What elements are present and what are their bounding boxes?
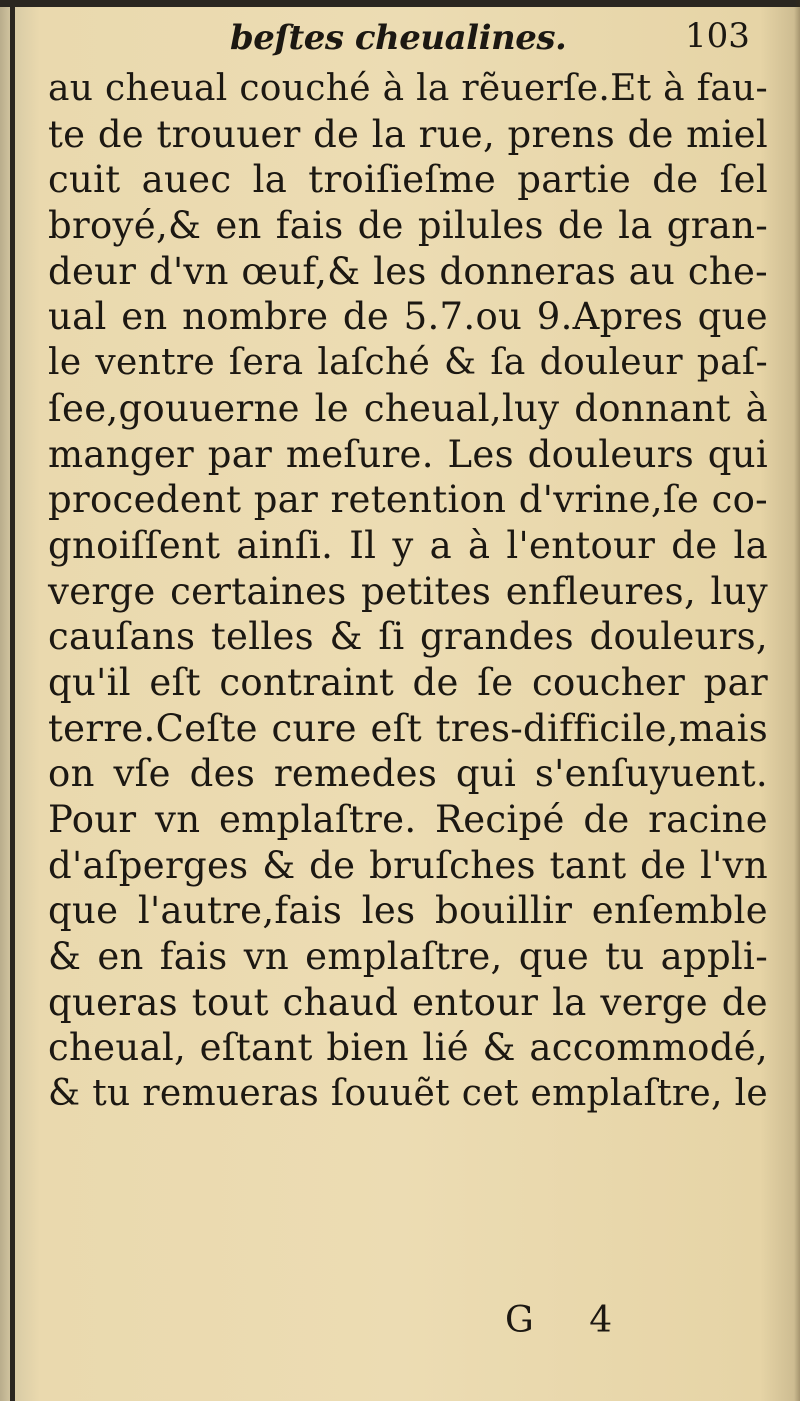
running-head: beſtes cheualines. (230, 18, 567, 58)
text-line: ſee,gouuerne le cheual,luy donnant à (48, 386, 768, 430)
text-line: queras tout chaud entour la verge de (48, 980, 768, 1024)
text-line: & en fais vn emplaſtre, que tu appli- (48, 935, 768, 979)
text-line: verge certaines petites enfleures, luy (48, 569, 768, 613)
gutter-edge-rule (10, 0, 15, 1401)
text-line: Pour vn emplaſtre. Recipé de racine (48, 798, 768, 841)
text-line: le ventre ſera laſché & ſa douleur paſ- (48, 342, 768, 384)
page-edge-shadow (794, 0, 800, 1401)
text-line: terre.Ceſte cure eſt tres-difficile,mais (48, 706, 768, 750)
text-line: on vſe des remedes qui s'enſuyuent. (48, 752, 768, 796)
text-line: cheual, eſtant bien lié & accommodé, (48, 1026, 768, 1070)
text-line: cauſans telles & ſi grandes douleurs, (48, 615, 768, 659)
page-header (0, 12, 800, 62)
text-line: ual en nombre de 5.7.ou 9.Apres que (48, 295, 768, 339)
text-line: deur d'vn œuf,& les donneras au che- (48, 249, 768, 293)
text-line: gnoiſſent ainſi. Il y a à l'entour de la (48, 523, 768, 567)
text-line: te de trouuer de la rue, prens de miel (48, 112, 768, 156)
text-line: cuit auec la troiſieſme partie de ſel (48, 158, 768, 202)
signature-mark: G 4 (505, 1300, 635, 1341)
text-line: qu'il eſt contraint de ſe coucher par (48, 660, 768, 704)
body-text (48, 66, 768, 1117)
text-line: d'aſperges & de bruſches tant de l'vn (48, 843, 768, 887)
top-edge-rule (0, 0, 800, 7)
page-number: 103 (685, 16, 750, 56)
text-line: manger par meſure. Les douleurs qui (48, 432, 768, 476)
text-line: & tu remueras ſouuẽt cet emplaſtre, le (48, 1073, 768, 1115)
text-line: au cheual couché à la rẽuerſe.Et à fau- (48, 68, 769, 109)
text-line: que l'autre,fais les bouillir enſemble (48, 889, 768, 933)
text-line: procedent par retention d'vrine,ſe co- (48, 478, 768, 522)
text-line: broyé,& en fais de pilules de la gran- (48, 204, 768, 248)
